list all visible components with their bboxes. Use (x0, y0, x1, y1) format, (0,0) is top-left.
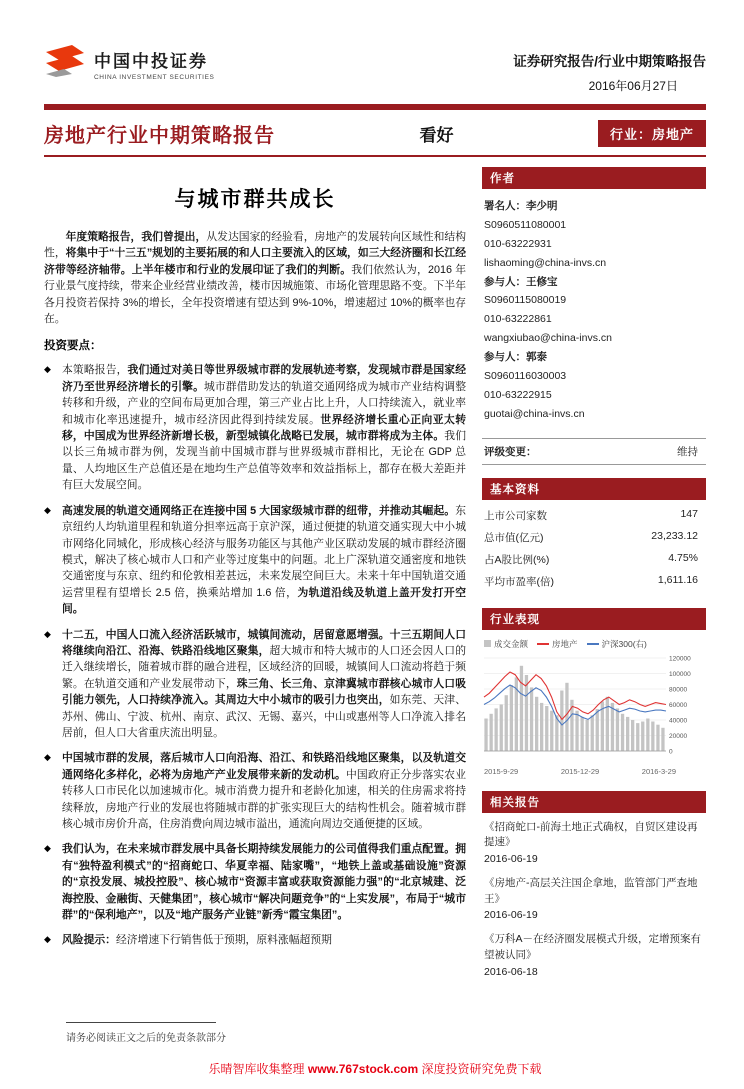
basic-info-value: 1,611.16 (657, 574, 698, 587)
legend-label: 成交金额 (494, 638, 529, 649)
bullet-text: 高速发展的轨道交通网络正在连接中国 5 大国家级城市群的纽带，并推动其崛起。东京纽约人均轨道里程和轨道分担率远高于京沪深，通过便捷的轨道交通实现大中小城市网络化同城化，形成核心经济与服务功能区与其他产业区联动发展的城市群经济圈模式，解决了核心城市人口和产业等过度集中的问题。北上广深轨道交通密度和地铁交通密度与东京、纽约和伦敦相差甚远，未来发展空间巨大。未来十年中国轨道交通运营里程有望增长 2.5 倍，换乘站增加 1.6 倍，为轨道沿线及轨道上盖开发打开空间。 (62, 504, 466, 616)
bullet-item (44, 627, 466, 742)
author-email: wangxiubao@china-invs.cn (484, 332, 612, 345)
footer-divider (66, 1022, 216, 1023)
bullet-item (44, 750, 466, 832)
report-type: 证券研究报告/行业中期策略报告 (513, 54, 706, 69)
hs300-line-swatch-icon (587, 643, 599, 645)
legend-item-realestate (537, 638, 578, 650)
legend-label: 沪深300(右) (601, 638, 647, 649)
author-line: S0960116030003 (484, 370, 567, 383)
author-line: 参与人：王修宝 (484, 275, 558, 288)
legend-label: 房地产 (552, 638, 578, 649)
brand-text (94, 47, 214, 81)
brand (44, 44, 214, 83)
basic-info-value: 23,233.12 (651, 530, 698, 543)
bullet-item (44, 503, 466, 618)
legend-item-volume (484, 638, 528, 650)
basic-info-row (482, 505, 706, 527)
sidebar (482, 167, 706, 988)
basic-info-label: 总市值(亿元) (484, 532, 544, 545)
bullet-diamond-icon: ◆ (44, 843, 51, 854)
chart-legend (482, 636, 706, 653)
author-block (482, 189, 706, 430)
realestate-line-swatch-icon (537, 643, 549, 645)
disclaimer-text: 请务必阅读正文之后的免责条款部分 (66, 1033, 226, 1045)
basic-info-label: 上市公司家数 (484, 510, 547, 523)
industry-performance-chart (482, 630, 706, 778)
basic-info-row (482, 527, 706, 549)
author-line: 署名人：李少明 (484, 200, 558, 212)
report-title: 房地产行业中期策略报告 (44, 125, 275, 147)
basic-info-header: 基本资料 (482, 478, 706, 500)
bullet-text: 本策略报告，我们通过对美日等世界级城市群的发展轨迹考察，发现城市群是国家经济乃至世界经济增长的引擎。城市群借助发达的轨道交通网络成为城市产业结构调整转移和升级，产业的空间布局更加合理，第三产业占比上升，人口持续流入，就业率和城市化率迅速提升，城市经济因此得到持续发展。世界经济增长重心正向亚太转移，中国成为世界经济新增长极，新型城镇化战略已发展，城市群将成为主体。我们以长三角城市群为例，发现当前中国城市群与世界级城市群相比，无论在 GDP 总量、人均地区生产总值还是在地均生产总值等效率和效益指标上，都存在极大差距并有巨大发展空间。 (62, 364, 467, 492)
report-item (484, 932, 704, 980)
industry-performance-header: 行业表现 (482, 608, 706, 630)
bullet-item (44, 362, 466, 493)
volume-bar-swatch-icon (484, 640, 491, 647)
legend-item-hs300 (587, 638, 647, 650)
bullet-text: 风险提示：经济增速下行销售低于预期，原料涨幅超预期 (62, 934, 332, 947)
related-report-date: 2016-06-18 (484, 965, 538, 978)
performance-chart-svg (482, 653, 706, 761)
author-line: 010-63222861 (484, 313, 552, 326)
watermark-suffix: 深度投资研究免费下载 (418, 1062, 542, 1077)
related-report-date: 2016-06-19 (484, 909, 538, 922)
bullet-diamond-icon: ◆ (44, 628, 51, 639)
related-report-date: 2016-06-19 (484, 853, 538, 866)
related-reports-header: 相关报告 (482, 791, 706, 813)
title-row (44, 110, 706, 157)
bullet-diamond-icon: ◆ (44, 934, 51, 945)
basic-info-value: 147 (680, 508, 698, 521)
bullet-diamond-icon: ◆ (44, 752, 51, 763)
page-footer (44, 988, 706, 1044)
x-tick-label: 2015-9-29 (484, 766, 519, 776)
main-content (44, 167, 466, 988)
author-line: 010-63222931 (484, 237, 552, 250)
bullet-diamond-icon: ◆ (44, 504, 51, 515)
industry-tag: 行业：房地产 (598, 120, 706, 147)
basic-info-value: 4.75% (668, 552, 698, 565)
report-item (484, 876, 704, 924)
intro-paragraph: 年度策略报告，我们曾提出，从发达国家的经验看，房地产的发展转向区域性和结构性，将集中于“十三五”规划的主要拓展的和人口主要流入的区域，如三大经济圈和长江经济带等经济轴带。上半年楼市和行业的发展印证了我们的判断。我们依然认为，2016 年行业景气度持续，带来企业经营业绩改善，楼市因城施策、市场化管理思路不变。下半年各月投资若保持 3%的增长，全年投资增速有望达到 9%-10%，增速超过 10%的概率也存在。 (44, 231, 467, 326)
svg-text:0: 0 (669, 748, 673, 756)
watermark-prefix: 乐晴智库收集整理 (208, 1062, 308, 1077)
bullet-item (44, 932, 466, 948)
report-date: 2016年06月27日 (588, 79, 678, 93)
author-email: guotai@china-invs.cn (484, 407, 585, 420)
brand-name: 中国中投证券 (94, 51, 208, 71)
chart-x-labels (482, 766, 706, 776)
svg-text:60000: 60000 (669, 701, 688, 709)
author-line: 参与人：郭泰 (484, 351, 547, 364)
related-report-title: 《房地产-高层关注国企拿地，监管部门严查地王》 (484, 876, 698, 905)
svg-text:80000: 80000 (669, 686, 688, 694)
svg-text:100000: 100000 (669, 670, 691, 678)
basic-info-row (482, 549, 706, 571)
x-tick-label: 2016-3-29 (641, 766, 676, 776)
basic-info-table (482, 500, 706, 595)
author-line: S0960511080001 (484, 218, 567, 231)
bullet-text: 中国城市群的发展，落后城市人口向沿海、沿江、和铁路沿线地区聚集，以及轨道交通网络化多样化，必将为房地产产业发展带来新的发动机。中国政府正分步落实农业转移人口市民化以加速城市化。城市消费力提升和老龄化加速，相关的住房需求将持续释放，房地产行业的发展也将随城市群的扩张实现巨大的结构性机会。随着城市群核心城市房价升高，住房消费向周边城市溢出，通流向周边交通便捷的区域。 (62, 752, 467, 830)
rating-change-row (482, 438, 706, 465)
watermark (44, 1044, 706, 1089)
investment-points-label: 投资要点： (44, 340, 102, 353)
rating-change-value: 维持 (677, 445, 698, 458)
page-header (44, 44, 706, 94)
main-headline: 与城市群共成长 (174, 188, 336, 211)
author-section-header: 作者 (482, 167, 706, 189)
rating-change-label: 评级变更： (484, 445, 537, 458)
bullet-item (44, 841, 466, 923)
watermark-url[interactable]: www.767stock.com (307, 1062, 419, 1077)
x-tick-label: 2015-12-29 (560, 766, 600, 776)
basic-info-label: 平均市盈率(倍) (484, 576, 554, 589)
related-reports-list (482, 813, 706, 981)
related-report-title: 《万科A－在经济圈发展模式升级，定增预案有望被认同》 (484, 933, 702, 961)
brand-subtitle: CHINA INVESTMENT SECURITIES (94, 73, 215, 81)
svg-text:20000: 20000 (669, 732, 688, 740)
basic-info-row (482, 571, 706, 593)
rating-text: 看好 (419, 126, 454, 145)
basic-info-label: 占A股比例(%) (484, 554, 550, 567)
report-item (484, 820, 704, 868)
bullet-text: 我们认为，在未来城市群发展中具备长期持续发展能力的公司值得我们重点配置。拥有“独特盈利模式”的“招商蛇口、华夏幸福、陆家嘴”，“地铁上盖或基础设施”资源的“京投发展、城投控股”、核心城市“资源丰富或获取资源能力强”的“北京城建、泛海控股、金融街、天健集团”，核心城市“解决问题竞争”的“上实发展”，布局于“城市群”的“保利地产”，以及“地产服务产业链”新秀“霞宝集团”。 (62, 843, 466, 922)
author-line: S0960115080019 (484, 294, 567, 307)
author-email: lishaoming@china-invs.cn (484, 256, 607, 269)
header-right (513, 44, 706, 94)
related-report-title: 《招商蛇口-前海土地正式确权，自贸区建设再提速》 (484, 820, 698, 849)
svg-text:120000: 120000 (669, 655, 691, 663)
author-line: 010-63222915 (484, 388, 552, 401)
svg-text:40000: 40000 (669, 717, 688, 725)
brand-logo-icon (44, 44, 86, 83)
bullet-diamond-icon: ◆ (44, 364, 51, 375)
bullet-text: 十二五，中国人口流入经济活跃城市，城镇间流动，居留意愿增强。十三五期间人口将继续向沿江、沿海、铁路沿线地区聚集，超大城市和特大城市的人口还会因人口的迁入继续增长，随着城市群的融合进程，区域经济的回暖，城镇间人口流动将趋于频繁。在轨道交通和产业发展带动下，珠三角、长三角、京津冀城市群核心城市人口吸引能力领先，人口持续净流入。其周边大中小城市的吸引力也突出，如东莞、天津、苏州、佛山、宁波、杭州、南京、武汉、无锡、嘉兴，中山或惠州等人口净流入排名居前，但人口大省重庆流出明显。 (62, 628, 467, 739)
